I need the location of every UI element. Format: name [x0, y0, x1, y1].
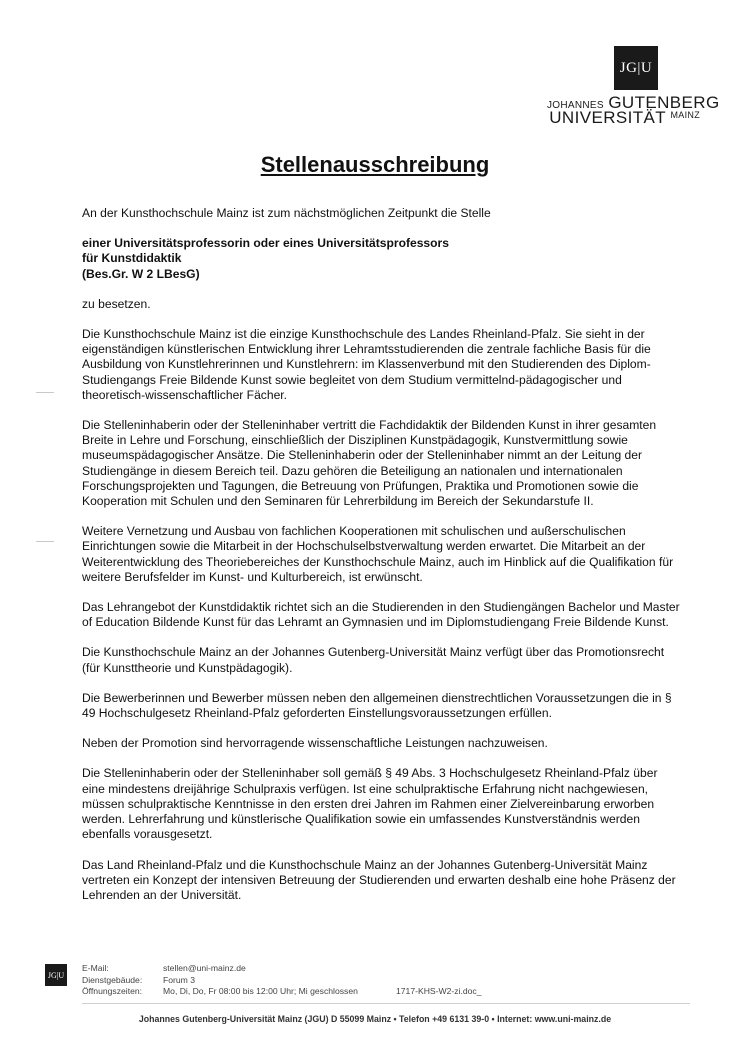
logo-mainz: MAINZ	[670, 110, 700, 120]
position-line3: (Bes.Gr. W 2 LBesG)	[82, 266, 200, 281]
paragraph: Die Stelleninhaberin oder der Stelleninhaber soll gemäß § 49 Abs. 3 Hochschulgesetz Rheinland-Pfalz über eine mindestens dreijährige Schulpraxis verfügen. Ist eine schulpraktische Erfahrung nicht nachgewiesen, müssen schulpraktische Kenntnisse in den ersten drei Jahren im Rahmen einer Zielvereinbarung erworben werden. Lehrerfahrung und künstlerische Qualifikation sowie ein umfassendes Kunstverständnis werden ebenfalls vorausgesetzt.	[82, 766, 658, 842]
footer-building-row	[82, 975, 358, 987]
page-title: Stellenausschreibung	[260, 152, 490, 177]
paragraph: Die Stelleninhaberin oder der Stelleninhaber vertritt die Fachdidaktik der Bildenden Kunst in ihrer gesamten Breite in Lehre und Forschung, einschließlich der Disziplinen Kunstpädagogik, Kunstvermittlung sowie museumspädagogischer Ansätze. Die Stelleninhaberin oder der Stelleninhaber nimmt an der Leitung der Studiengänge in diesem Bereich teil. Dazu gehören die Beteiligung an nationalen und internationalen Forschungsprojekten und Tagungen, die Betreuung von Prüfungen, Praktika und Promotionen sowie die Kooperation mit Schulen und den Seminaren für Lehrerbildung im Bereich der Sekundarstufe II.	[82, 418, 657, 509]
paragraph: Das Land Rheinland-Pfalz und die Kunsthochschule Mainz an der Johannes Gutenberg-Universität Mainz vertreten ein Konzept der intensiven Betreuung der Studierenden und erwarten deshalb eine hohe Präsenz der Lehrenden an der Universität.	[82, 857, 676, 902]
paragraph: Das Lehrangebot der Kunstdidaktik richtet sich an die Studierenden in den Studiengängen Bachelor und Master of Education Bildende Kunst für das Lehramt an Gymnasien und im Diplomstudiengang Freie Bildende Kunst.	[82, 600, 680, 630]
hours-value: Mo, Di, Do, Fr 08:00 bis 12:00 Uhr; Mi geschlossen	[163, 986, 358, 996]
fold-mark	[36, 392, 54, 393]
email-value[interactable]: stellen@uni-mainz.de	[163, 963, 246, 973]
document-body	[82, 206, 680, 918]
fold-mark	[36, 541, 54, 542]
paragraph: Die Bewerberinnen und Bewerber müssen neben den allgemeinen dienstrechtlichen Voraussetzungen die in § 49 Hochschulgesetz Rheinland-Pfalz geforderten Einstellungsvoraussetzungen erfüllen.	[82, 690, 672, 721]
logo-johannes: JOHANNES	[547, 100, 604, 111]
footer-divider	[82, 1003, 690, 1004]
paragraph: zu besetzen.	[82, 296, 151, 311]
paragraph: Die Kunsthochschule Mainz an der Johannes Gutenberg-Universität Mainz verfügt über das Promotionsrecht (für Kunsttheorie und Kunstpädagogik).	[82, 645, 665, 675]
footer-hours-row	[82, 986, 358, 998]
footer-contact	[82, 963, 358, 998]
paragraph: Die Kunsthochschule Mainz ist die einzige Kunsthochschule des Landes Rheinland-Pfalz. Sie sieht in der eigenständigen künstlerischen Entwicklung ihrer Lehramtsstudierenden die zentrale fachliche Basis für die Ausbildung von Kunstlehrerinnen und Kunstlehrern: im Klassenverbund mit den Studierenden des Diplom-Studiengangs Freie Bildende Kunst sowie begleitet von dem Studium vermittelnd-pädagogischer und theoretisch-wissenschaftlicher Fächer.	[82, 327, 651, 402]
building-value: Forum 3	[163, 974, 195, 985]
document-reference: 1717-KHS-W2-zi.doc_	[396, 986, 482, 996]
logo-universitaet: UNIVERSITÄT	[549, 108, 667, 127]
position-title	[82, 236, 680, 282]
jgu-logo-mark: JG|U	[614, 46, 658, 90]
email-label: E-Mail:	[82, 963, 109, 973]
position-line1: einer Universitätsprofessorin oder eines Universitätsprofessors	[82, 236, 449, 251]
logo-gutenberg: GUTENBERG	[608, 93, 720, 112]
footer-logo-mark: JG|U	[45, 964, 67, 986]
university-name-line2	[547, 108, 700, 128]
intro-paragraph: An der Kunsthochschule Mainz ist zum nächstmöglichen Zeitpunkt die Stelle	[82, 206, 491, 220]
building-label: Dienstgebäude:	[82, 974, 143, 985]
footer-email-row	[82, 963, 358, 975]
position-line2: für Kunstdidaktik	[82, 251, 182, 266]
footer-address-line: Johannes Gutenberg-Universität Mainz (JGU) D 55099 Mainz • Telefon +49 6131 39-0 • Internet: www.uni-mainz.de	[138, 1014, 612, 1024]
hours-label: Öffnungszeiten:	[82, 986, 143, 996]
paragraph: Weitere Vernetzung und Ausbau von fachlichen Kooperationen mit schulischen und außerschulischen Einrichtungen sowie die Mitarbeit in der Hochschulselbstverwaltung werden erwartet. Die Mitarbeit an der Weiterentwicklung des Theoriebereiches der Kunsthochschule Mainz, auch im Hinblick auf die Qualifikation für weitere Berufsfelder im Kunst- und Kulturbereich, ist erwünscht.	[82, 524, 674, 584]
paragraph: Neben der Promotion sind hervorragende wissenschaftliche Leistungen nachzuweisen.	[82, 736, 548, 751]
